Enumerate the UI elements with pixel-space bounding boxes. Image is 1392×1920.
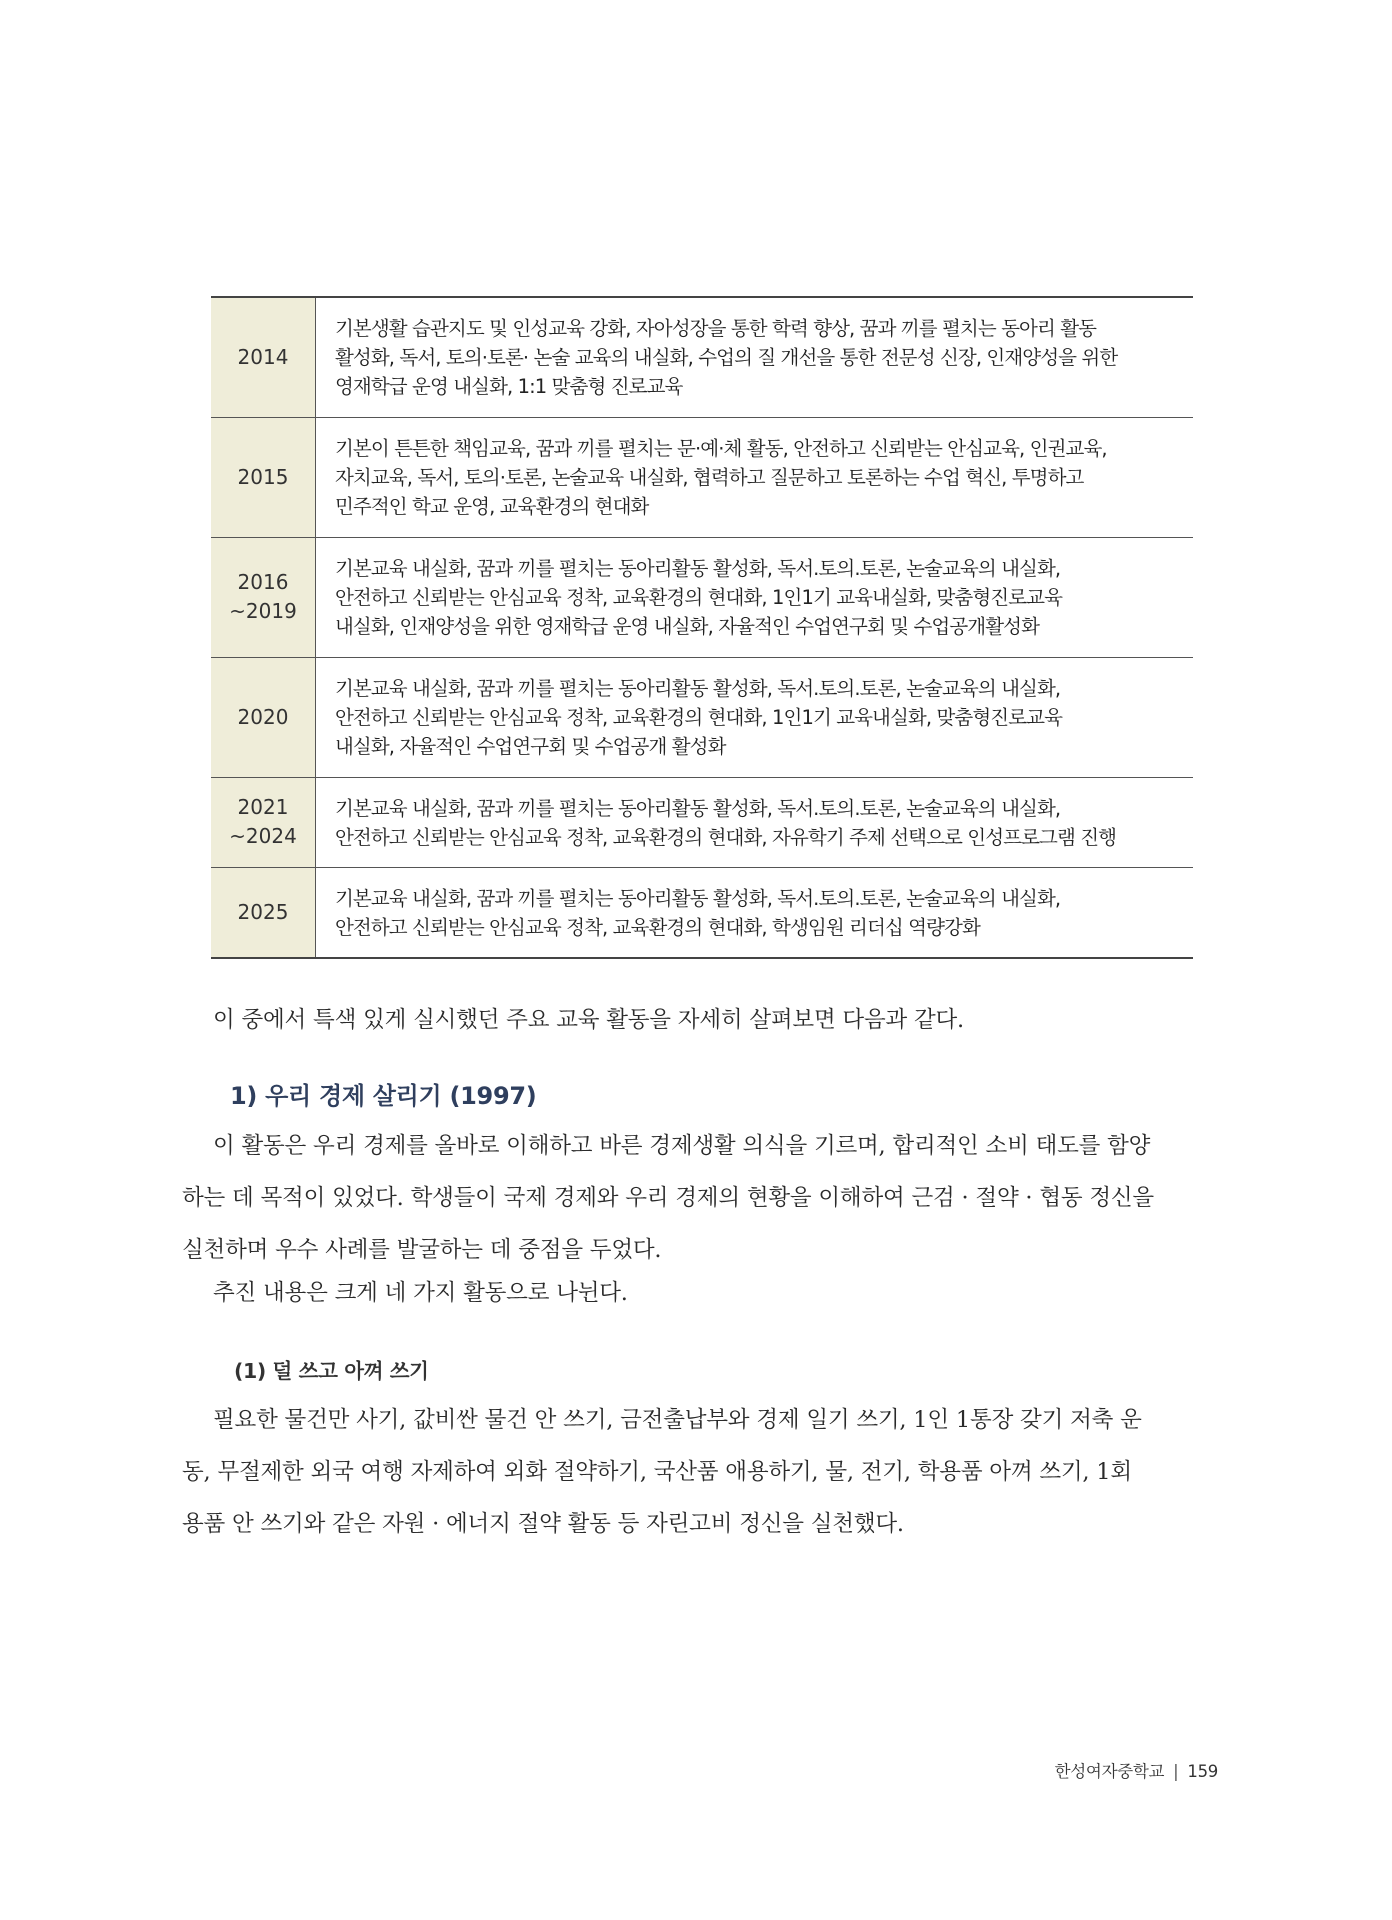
year-cell [211, 657, 316, 777]
year-cell [211, 417, 316, 537]
description-cell [316, 657, 1194, 777]
description-line: 활성화, 독서, 토의·토론· 논술 교육의 내실화, 수업의 질 개선을 통한 전문성 신장, 인재양성을 위한 [335, 346, 1118, 370]
description-line: 안전하고 신뢰받는 안심교육 정착, 교육환경의 현대화, 자유학기 주제 선택으로 인성프로그램 진행 [335, 825, 1117, 849]
paragraph [182, 1267, 1212, 1319]
year-cell [211, 297, 316, 417]
year-text: 2025 [237, 899, 289, 924]
description-cell [316, 297, 1194, 417]
description-cell [316, 777, 1194, 867]
table-row [211, 297, 1193, 417]
description-cell [316, 417, 1194, 537]
description-line: 기본교육 내실화, 꿈과 끼를 펼치는 동아리활동 활성화, 독서.토의.토론, 논술교육의 내실화, [335, 677, 1061, 700]
table-row [211, 657, 1193, 777]
description-line: 내실화, 자율적인 수업연구회 및 수업공개 활성화 [335, 735, 726, 758]
year-text: 2020 [237, 704, 289, 729]
description-line: 기본생활 습관지도 및 인성교육 강화, 자아성장을 통한 학력 향상, 꿈과 끼를 펼치는 동아리 활동 [335, 317, 1097, 341]
paragraph-line: 하는 데 목적이 있었다. 학생들이 국제 경제와 우리 경제의 현황을 이해하여 근검 · 절약 · 협동 정신을 [182, 1185, 1154, 1211]
description-line: 안전하고 신뢰받는 안심교육 정착, 교육환경의 현대화, 1인1기 교육내실화, 맞춤형진로교육 [335, 586, 1063, 609]
paragraph-line: 실천하며 우수 사례를 발굴하는 데 중점을 두었다. [182, 1237, 662, 1263]
education-goals-table [211, 296, 1193, 959]
description-line: 안전하고 신뢰받는 안심교육 정착, 교육환경의 현대화, 1인1기 교육내실화, 맞춤형진로교육 [335, 706, 1063, 729]
intro-sentence: 이 중에서 특색 있게 실시했던 주요 교육 활동을 자세히 살펴보면 다음과 같다. [213, 1007, 965, 1033]
footer-separator: | [1173, 1762, 1179, 1781]
description-line: 영재학급 운영 내실화, 1:1 맞춤형 진로교육 [335, 375, 683, 399]
description-line: 내실화, 인재양성을 위한 영재학급 운영 내실화, 자율적인 수업연구회 및 수업공개활성화 [335, 615, 1040, 638]
paragraph [182, 1120, 1212, 1276]
description-cell [316, 867, 1194, 958]
year-cell [211, 867, 316, 958]
year-text: 2016 [237, 570, 289, 594]
year-text: 2021 [237, 795, 289, 819]
paragraph-line: 용품 안 쓰기와 같은 자원 · 에너지 절약 활동 등 자린고비 정신을 실천했다. [182, 1511, 904, 1537]
description-line: 안전하고 신뢰받는 안심교육 정착, 교육환경의 현대화, 학생임원 리더십 역량강화 [335, 915, 980, 939]
year-text: ~2019 [229, 599, 297, 623]
table-row [211, 777, 1193, 867]
year-cell [211, 777, 316, 867]
paragraph-line: 이 활동은 우리 경제를 올바로 이해하고 바른 경제생활 의식을 기르며, 합리적인 소비 태도를 함양 [213, 1133, 1151, 1159]
table-row [211, 417, 1193, 537]
description-line: 기본교육 내실화, 꿈과 끼를 펼치는 동아리활동 활성화, 독서.토의.토론, 논술교육의 내실화, [335, 886, 1061, 910]
year-cell [211, 537, 316, 657]
description-line: 기본교육 내실화, 꿈과 끼를 펼치는 동아리활동 활성화, 독서.토의.토론, 논술교육의 내실화, [335, 557, 1061, 580]
description-cell [316, 537, 1194, 657]
year-text: ~2024 [229, 824, 297, 848]
description-line: 기본교육 내실화, 꿈과 끼를 펼치는 동아리활동 활성화, 독서.토의.토론, 논술교육의 내실화, [335, 796, 1061, 820]
description-line: 민주적인 학교 운영, 교육환경의 현대화 [335, 495, 649, 518]
year-text: 2014 [237, 344, 289, 369]
year-text: 2015 [237, 464, 289, 489]
paragraph [182, 1394, 1212, 1550]
description-line: 기본이 튼튼한 책임교육, 꿈과 끼를 펼치는 문·예·체 활동, 안전하고 신뢰받는 안심교육, 인권교육, [335, 437, 1107, 460]
description-line: 자치교육, 독서, 토의·토론, 논술교육 내실화, 협력하고 질문하고 토론하는 수업 혁신, 투명하고 [335, 466, 1084, 489]
paragraph-line: 추진 내용은 크게 네 가지 활동으로 나뉜다. [213, 1280, 628, 1306]
paragraph-line: 동, 무절제한 외국 여행 자제하여 외화 절약하기, 국산품 애용하기, 물, 전기, 학용품 아껴 쓰기, 1회 [182, 1459, 1132, 1485]
section-heading: 1) 우리 경제 살리기 (1997) [230, 1082, 537, 1110]
page-footer [1055, 1758, 1218, 1782]
page-number: 159 [1187, 1762, 1218, 1781]
school-name: 한성여자중학교 [1054, 1762, 1165, 1781]
subsection-heading: (1) 덜 쓰고 아껴 쓰기 [234, 1359, 429, 1383]
paragraph-line: 필요한 물건만 사기, 값비싼 물건 안 쓰기, 금전출납부와 경제 일기 쓰기, 1인 1통장 갖기 저축 운 [213, 1407, 1142, 1433]
table-row [211, 867, 1193, 958]
table-row [211, 537, 1193, 657]
